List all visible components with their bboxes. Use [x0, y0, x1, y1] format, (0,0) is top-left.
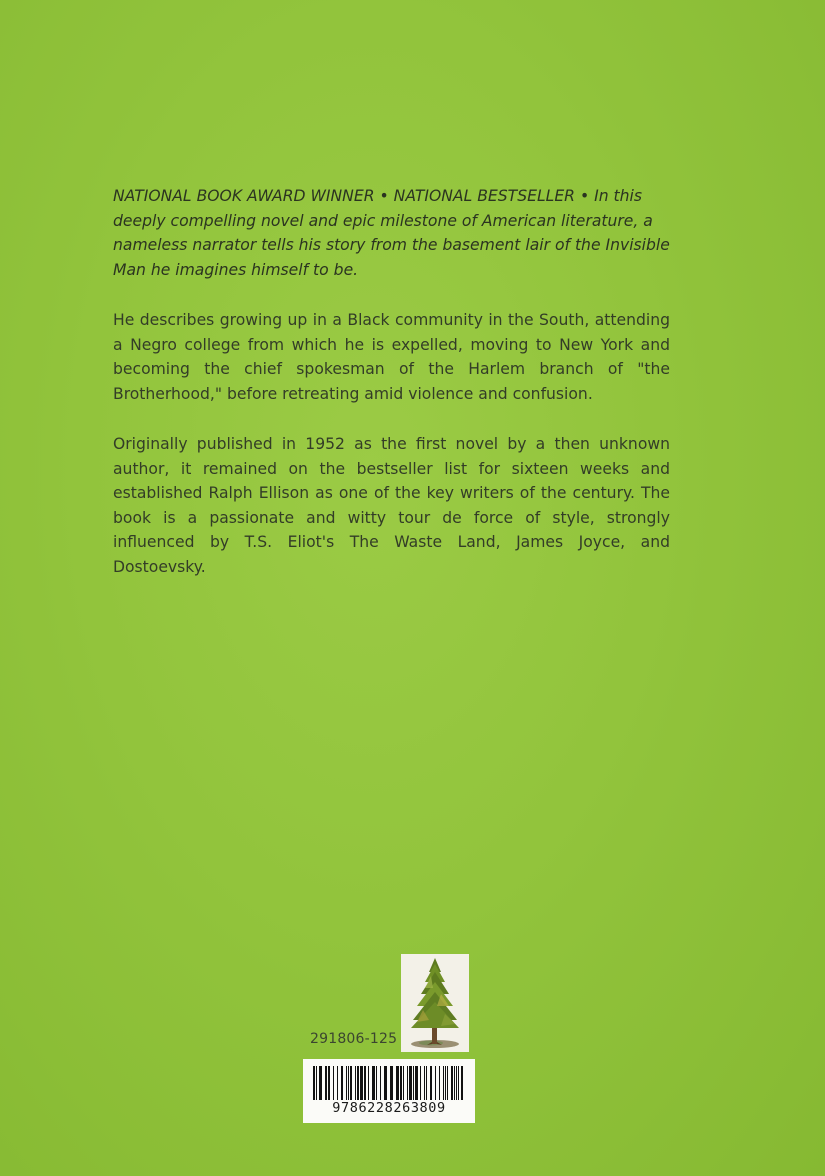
barcode-bar — [316, 1066, 317, 1100]
barcode-bar — [435, 1066, 436, 1100]
barcode-bar — [328, 1066, 330, 1100]
blurb-lead-paragraph: NATIONAL BOOK AWARD WINNER • NATIONAL BESTSELLER • In this deeply compelling novel and epic milestone of American literature, a nameless narrator tells his story from the basement lair of the Invisible Man he imagines himself to be. — [113, 187, 670, 279]
barcode-bar — [368, 1066, 369, 1100]
barcode-bar — [390, 1066, 393, 1100]
barcode-bar — [454, 1066, 455, 1100]
barcode-bar — [445, 1066, 446, 1100]
barcode-bar — [346, 1066, 347, 1100]
isbn-barcode — [303, 1059, 475, 1123]
barcode-bar — [400, 1066, 402, 1100]
barcode-bar — [333, 1066, 334, 1100]
barcode-bar — [350, 1066, 352, 1100]
blurb — [113, 184, 670, 605]
barcode-bar — [413, 1066, 414, 1100]
pine-tree-icon — [401, 954, 469, 1052]
barcode-bar — [396, 1066, 399, 1100]
barcode-bar — [430, 1066, 432, 1100]
barcode-bar — [341, 1066, 343, 1100]
barcode-bar — [409, 1066, 412, 1100]
barcode-bar — [415, 1066, 418, 1100]
barcode-bar — [376, 1066, 377, 1100]
barcode-bar — [403, 1066, 404, 1100]
barcode-bar — [384, 1066, 387, 1100]
barcode-bar — [355, 1066, 356, 1100]
barcode-bar — [360, 1066, 363, 1100]
barcode-bar — [458, 1066, 459, 1100]
blurb-paragraph-2: He describes growing up in a Black community in the South, attending a Negro college from which he is expelled, moving to New York and becoming the chief spokesman of the Harlem branch of "the Brotherhood," before retreating amid violence and confusion. — [113, 311, 670, 403]
barcode-bar — [348, 1066, 349, 1100]
barcode-bar — [364, 1066, 366, 1100]
barcode-bar — [424, 1066, 425, 1100]
barcode-bar — [313, 1066, 315, 1100]
barcode-bar — [451, 1066, 453, 1100]
barcode-bar — [443, 1066, 444, 1100]
barcode-bar — [420, 1066, 421, 1100]
barcode-bar — [426, 1066, 427, 1100]
publisher-logo — [401, 954, 469, 1052]
barcode-bar — [372, 1066, 375, 1100]
barcode-digits: 9786228263809 — [332, 1100, 446, 1116]
barcode-bar — [447, 1066, 448, 1100]
barcode-bar — [357, 1066, 359, 1100]
barcode-bar — [461, 1066, 463, 1100]
blurb-paragraph-3: Originally published in 1952 as the first novel by a then unknown author, it remained on the bestseller list for sixteen weeks and established Ralph Ellison as one of the key writers of the century. The book is a passionate and witty tour de force of style, strongly influenced by T.S. Eliot's The Waste Land, James Joyce, and Dostoevsky. — [113, 435, 670, 576]
barcode-bar — [380, 1066, 381, 1100]
catalog-number: 291806-125 — [310, 1031, 398, 1047]
barcode-bar — [456, 1066, 457, 1100]
barcode-bar — [325, 1066, 327, 1100]
barcode-bar — [337, 1066, 338, 1100]
barcode-bar — [319, 1066, 322, 1100]
barcode-bar — [439, 1066, 440, 1100]
barcode-bars — [313, 1066, 465, 1100]
barcode-bar — [407, 1066, 408, 1100]
